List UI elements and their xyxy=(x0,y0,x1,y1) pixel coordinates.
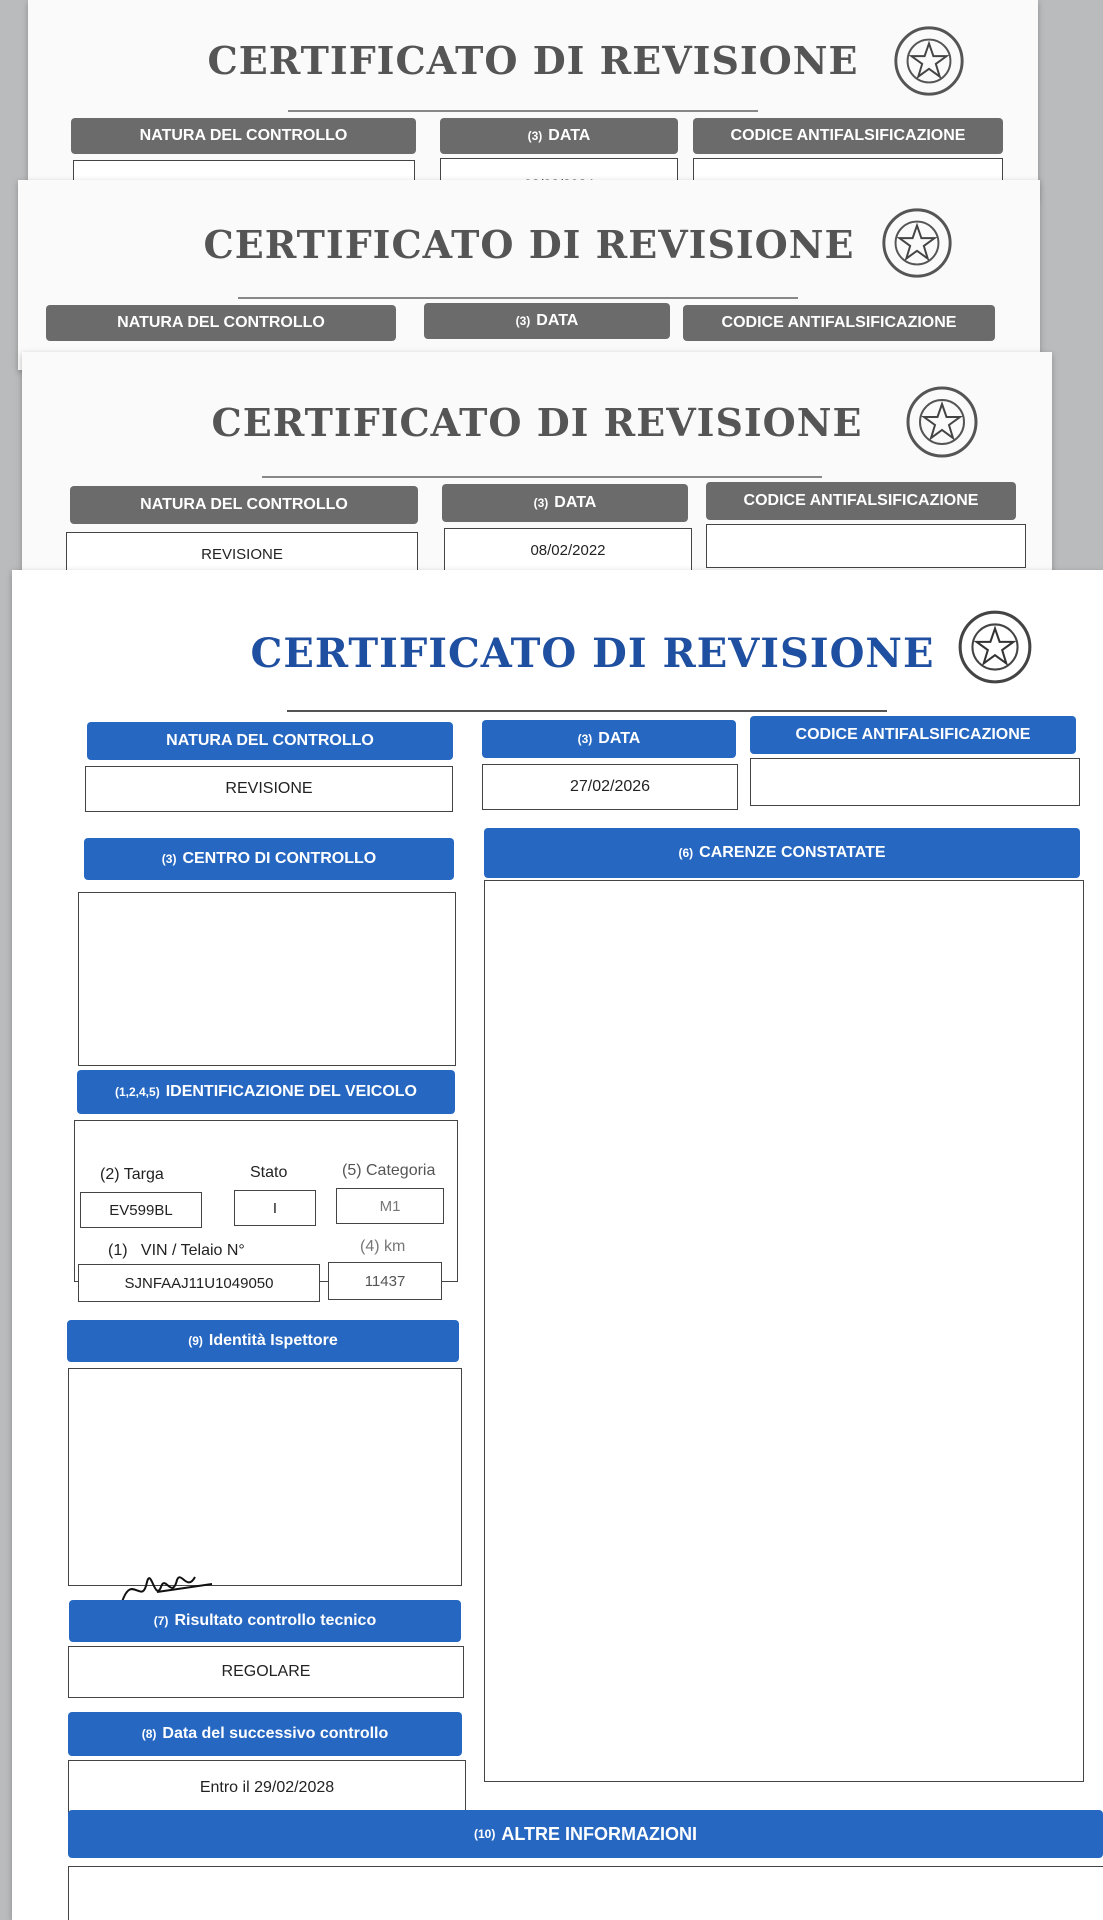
centro-box xyxy=(78,892,456,1066)
natura-header-label: NATURA DEL CONTROLLO xyxy=(139,127,348,144)
carenze-header xyxy=(484,828,1080,878)
codice-value-box xyxy=(706,524,1026,568)
risultato-box xyxy=(68,1646,464,1698)
certificate-title: CERTIFICATO DI REVISIONE xyxy=(211,400,863,445)
natura-header xyxy=(87,722,453,760)
altre-info-header-label: ALTRE INFORMAZIONI xyxy=(501,1823,697,1844)
certificate-title: CERTIFICATO DI REVISIONE xyxy=(207,38,859,83)
data-header xyxy=(482,720,736,758)
certificate-title: CERTIFICATO DI REVISIONE xyxy=(250,630,935,677)
centro-header-label: CENTRO DI CONTROLLO xyxy=(182,850,377,867)
carenze-header-label: CARENZE CONSTATATE xyxy=(699,844,886,861)
data-value: 27/02/2026 xyxy=(569,778,651,795)
identificazione-header-num: (1,2,4,5) xyxy=(115,1085,160,1099)
altre-info-header-num: (10) xyxy=(474,1827,496,1841)
data-header xyxy=(424,303,670,339)
data-header-label: DATA xyxy=(548,127,591,144)
risultato-header xyxy=(69,1600,461,1642)
targa-value: EV599BL xyxy=(109,1201,173,1219)
categoria-label: (5) Categoria xyxy=(342,1162,436,1179)
carenze-header-num: (6) xyxy=(678,846,694,860)
certificate-sheet-1 xyxy=(28,0,1038,200)
data-header-label: DATA xyxy=(598,730,641,747)
italian-republic-emblem-icon xyxy=(902,382,982,462)
risultato-header-num: (7) xyxy=(153,1614,169,1628)
title-underline xyxy=(287,710,887,712)
vin-label: (1) VIN / Telaio N° xyxy=(108,1242,245,1259)
natura-header-label: NATURA DEL CONTROLLO xyxy=(117,314,325,331)
ispettore-box xyxy=(68,1368,462,1586)
data-header-label: DATA xyxy=(536,312,579,329)
title-underline xyxy=(288,110,758,112)
carenze-box xyxy=(484,880,1084,1782)
identificazione-header-label: IDENTIFICAZIONE DEL VEICOLO xyxy=(165,1083,417,1100)
successivo-value: Entro il 29/02/2028 xyxy=(199,1779,335,1796)
codice-header xyxy=(706,482,1016,520)
title-underline xyxy=(238,297,798,299)
certificate-sheet-3 xyxy=(22,352,1052,592)
vin-value: SJNFAAJ11U1049050 xyxy=(124,1274,274,1292)
km-value: 11437 xyxy=(364,1272,406,1290)
title-underline xyxy=(262,476,822,478)
data-header-num: (3) xyxy=(577,732,593,746)
natura-value: REVISIONE xyxy=(201,545,283,563)
codice-header-label: CODICE ANTIFALSIFICAZIONE xyxy=(721,314,957,331)
risultato-header-label: Risultato controllo tecnico xyxy=(174,1612,377,1629)
italian-republic-emblem-icon xyxy=(954,606,1036,688)
stato-box xyxy=(234,1190,316,1226)
data-header-num: (3) xyxy=(515,314,531,328)
codice-header-label: CODICE ANTIFALSIFICAZIONE xyxy=(730,127,966,144)
italian-republic-emblem-icon xyxy=(890,22,968,100)
ispettore-header-num: (9) xyxy=(188,1334,203,1348)
vin-box xyxy=(78,1264,320,1302)
km-box xyxy=(328,1262,442,1300)
natura-header-label: NATURA DEL CONTROLLO xyxy=(140,496,348,513)
altre-info-box xyxy=(68,1866,1103,1920)
codice-header xyxy=(693,118,1003,154)
data-header xyxy=(440,118,678,154)
data-header-num: (3) xyxy=(533,496,549,510)
categoria-value: M1 xyxy=(379,1197,401,1215)
natura-header-label: NATURA DEL CONTROLLO xyxy=(166,732,374,749)
centro-header-num: (3) xyxy=(161,852,177,866)
codice-header xyxy=(683,305,995,341)
targa-box xyxy=(80,1192,202,1228)
data-value-box xyxy=(482,764,738,810)
natura-header xyxy=(70,486,418,524)
certificate-sheet-4 xyxy=(12,570,1103,1920)
certificate-sheet-2 xyxy=(18,180,1040,370)
successivo-box xyxy=(68,1760,466,1816)
natura-header xyxy=(71,118,416,154)
risultato-value: REGOLARE xyxy=(221,1663,311,1680)
successivo-header xyxy=(68,1712,462,1756)
centro-header xyxy=(84,838,454,880)
codice-header-label: CODICE ANTIFALSIFICAZIONE xyxy=(743,492,979,509)
natura-header xyxy=(46,305,396,341)
km-label: (4) km xyxy=(360,1238,406,1255)
categoria-box xyxy=(336,1188,444,1224)
codice-header xyxy=(750,716,1076,754)
natura-value: REVISIONE xyxy=(225,780,313,797)
certificate-title: CERTIFICATO DI REVISIONE xyxy=(203,222,855,267)
codice-value-box xyxy=(750,758,1080,806)
successivo-header-label: Data del successivo controllo xyxy=(162,1725,389,1742)
data-value: 08/02/2022 xyxy=(530,541,606,559)
targa-label: (2) Targa xyxy=(100,1166,164,1183)
natura-value-box xyxy=(85,766,453,812)
altre-info-header xyxy=(68,1810,1103,1858)
identificazione-header xyxy=(77,1070,455,1114)
stato-value: I xyxy=(272,1199,278,1217)
data-header-num: (3) xyxy=(527,129,543,143)
codice-header-label: CODICE ANTIFALSIFICAZIONE xyxy=(795,726,1031,743)
stato-label: Stato xyxy=(250,1164,288,1181)
italian-republic-emblem-icon xyxy=(878,204,956,282)
data-value-box xyxy=(444,528,692,572)
ispettore-header-label: Identità Ispettore xyxy=(208,1332,338,1349)
successivo-header-num: (8) xyxy=(141,1727,157,1741)
data-header-label: DATA xyxy=(554,494,597,511)
data-header xyxy=(442,484,688,522)
ispettore-header xyxy=(67,1320,459,1362)
